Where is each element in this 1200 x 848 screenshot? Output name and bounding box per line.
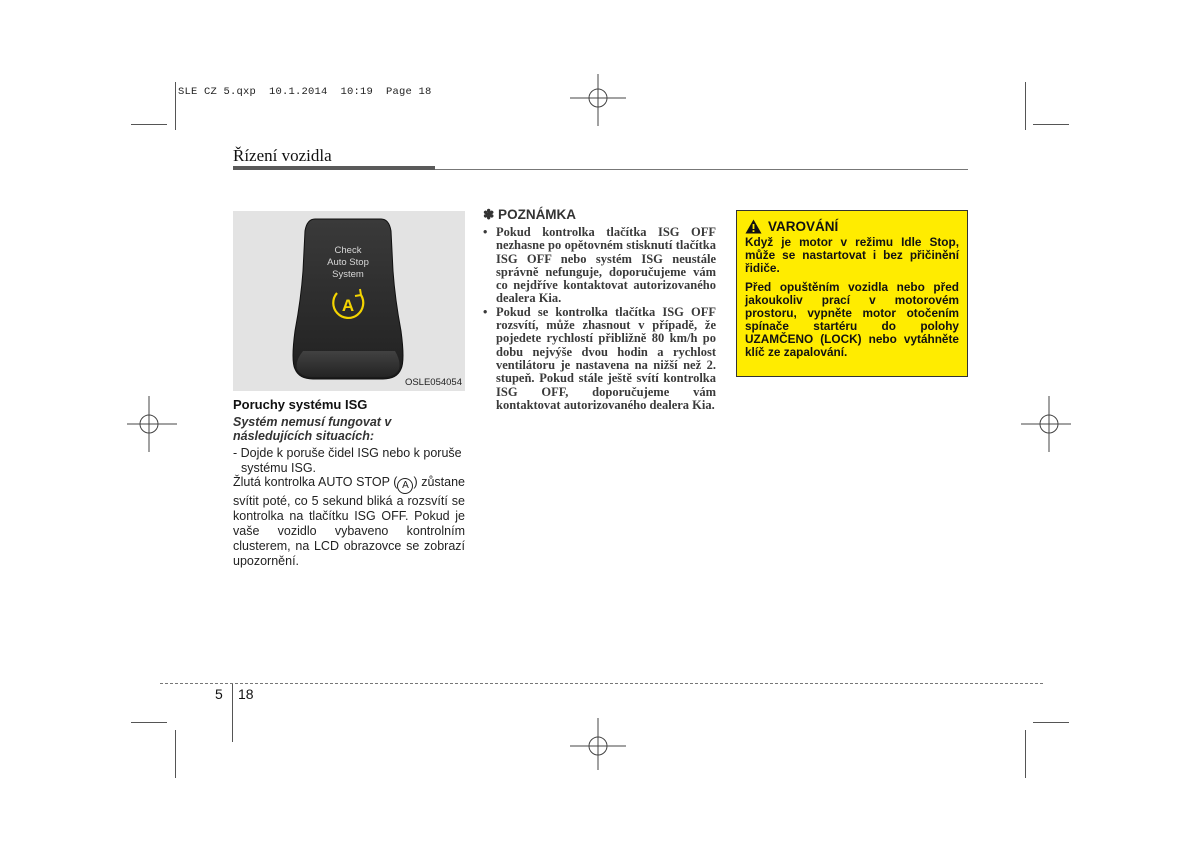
header-rule [435,169,968,170]
body-text: Žlutá kontrolka AUTO STOP ( [233,475,398,489]
note-list [483,226,716,412]
warning-triangle-icon [745,219,762,234]
list-item: - Dojde k poruše čidel ISG nebo k poruše systému ISG. [233,446,462,475]
registration-mark-icon [121,396,177,452]
crop-mark [131,722,167,723]
section-body [233,475,465,569]
button-label-line: System [332,269,364,280]
crop-mark [1025,730,1026,778]
crop-mark [1025,82,1026,130]
crop-mark [131,124,167,125]
print-slug: SLE CZ 5.qxp 10.1.2014 10:19 Page 18 [178,86,432,98]
body-text: ) zůstane svítit poté, co 5 sekund bliká a rozsvítí se kontrolka na tlačítku ISG OFF. Pokud je vaše vozidlo vybaveno kontrolním clusterem, na LCD obrazovce se zobrazí upozornění. [233,475,465,568]
note-title: ✽ POZNÁMKA [483,207,577,222]
registration-mark-icon [570,70,626,126]
warning-paragraph: Když je motor v režimu Idle Stop, může se nastartovat i bez přičinění řidiče. [745,235,959,275]
list-item: • Pokud se kontrolka tlačítka ISG OFF rozsvítí, může zhasnout v případě, že pojedete rychlostí přibližně 80 km/h po dobu nejvýše dvou hodin a rychlost ventilátoru je nastavena na nižší než 2. stupeň. Pokud stále ještě svítí kontrolka ISG OFF, doporučujeme vám kontaktovat autorizovaného dealera Kia. [483,306,716,412]
section-heading: Poruchy systému ISG [233,397,368,412]
auto-stop-icon: A [397,478,413,494]
footer-rule [160,683,1043,684]
auto-stop-letter: A [341,296,355,315]
warning-box [736,210,968,377]
footer-separator [232,684,233,742]
chapter-number: 5 [215,686,223,702]
button-label-line: Check [334,245,362,256]
crop-mark [1033,124,1069,125]
isg-button-figure [233,211,465,391]
list-item: • Pokud kontrolka tlačítka ISG OFF nezhasne po opětovném stisknutí tlačítka ISG OFF nebo systém ISG neustále správně nefunguje, doporučujeme vám co nejdříve kontaktovat autorizovaného dealera Kia. [483,226,716,306]
crop-mark [1033,722,1069,723]
registration-mark-icon [1021,396,1077,452]
crop-mark [175,82,176,130]
isg-button-illustration [233,211,465,391]
registration-mark-icon [570,718,626,774]
warning-title-text: VAROVÁNÍ [768,219,839,234]
page-number: 18 [238,686,254,702]
page-title: Řízení vozidla [233,146,332,165]
section-subheading: Systém nemusí fungovat v následujících situacích: [233,415,392,443]
warning-title [745,219,959,234]
figure-code: OSLE054054 [404,377,462,388]
warning-paragraph: Před opuštěním vozidla nebo před jakoukoliv prací v motorovém prostoru, vypněte motor otočením spínače startéru do polohy UZAMČENO (LOCK) nebo vytáhněte klíč ze zapalování. [745,280,959,359]
button-label-line: Auto Stop [327,257,369,268]
header-rule [233,166,435,170]
crop-mark [175,730,176,778]
